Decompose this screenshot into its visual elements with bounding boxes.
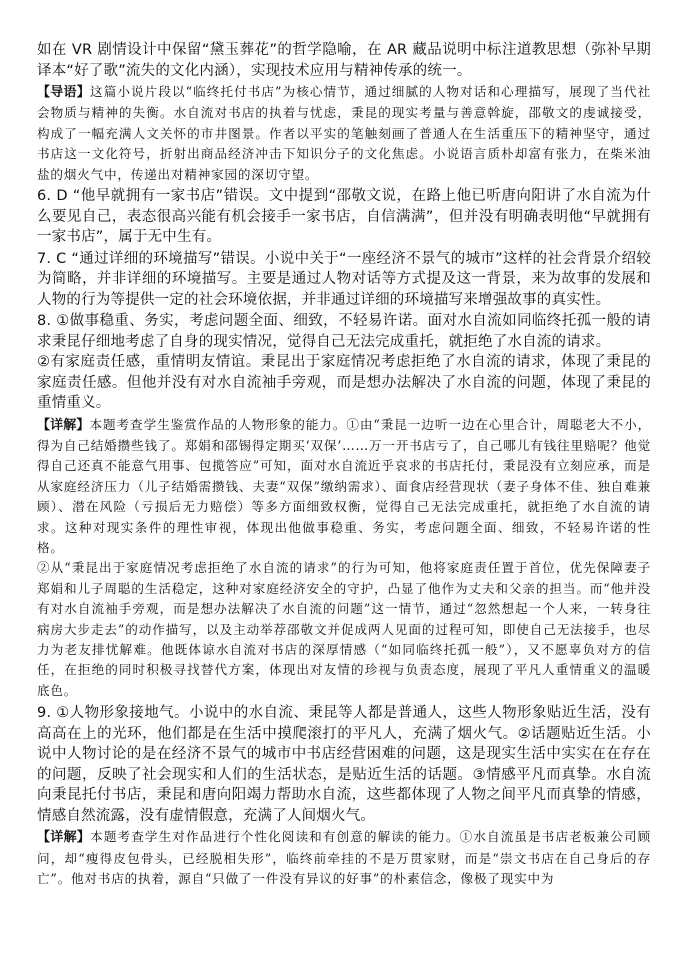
detail-8-text-1: 本题考查学生鉴赏作品的人物形象的能力。①由“秉昆一边听一边在心里合计，周聪老大不小，得为自己结婚攒些钱了。郑娟和邵锡得定期买‘双保’……万一开书店亏了，自己哪儿有钱往里赔呢？他觉得自己还真不能意气用事、包揽答应”可知，面对水自流近乎哀求的书店托付，秉昆没有立刻应承，而是从家庭经济压力（儿子结婚需攒钱、夫妻“双保”缴纳需求）、面食店经营现状（妻子身体不佳、独自难兼顾）、潜在风险（亏损后无力赔偿）等多方面细致权衡，觉得自己无法完成重托，就拒绝了水自流的请求。这种对现实条件的理性审视，体现出他做事稳重、务实，考虑问题全面、细致，不轻易许诺的性格。 [37,416,651,555]
intro-text: 这篇小说片段以“临终托付书店”为核心情节，通过细腻的人物对话和心理描写，展现了当代社会物质与精神的失衡。水自流对书店的执着与忧虑，秉昆的现实考量与善意斡旋，邵敬文的虔诚接受，构成了一幅充满人文关怀的市井图景。作者以平实的笔触刻画了普通人在生活重压下的精神坚守，通过书店这一文化符号，折射出商品经济冲击下知识分子的文化焦虑。小说语言质朴却富有张力，在柴米油盐的烟火气中，传递出对精神家园的深切守望。 [37,84,651,182]
paragraph-p1: 如在 VR 剧情设计中保留“黛玉葬花”的哲学隐喻，在 AR 藏品说明中标注道教思想（弥补早期译本“好了歌”流失的文化内涵），实现技术应用与精神传承的统一。 [37,42,651,79]
detail-8-paragraph-1 [37,415,651,559]
answer-9: 9. ①人物形象接地气。小说中的水自流、秉昆等人都是普通人，这些人物形象贴近生活，没有高高在上的光环，他们都是在生活中摸爬滚打的平凡人，充满了烟火气。②话题贴近生活。小说中人物讨论的是在经济不景气的城市中书店经营困难的问题，这是现实生活中实实在在存在的问题，反映了社会现实和人们的生活状态，是贴近生活的话题。③情感平凡而真挚。水自流向秉昆托付书店，秉昆和唐向阳竭力帮助水自流，这些都体现了人物之间平凡而真挚的情感，情感自然流露，没有虚情假意，充满了人间烟火气。 [37,705,651,824]
detail-9-text: 本题考查学生对作品进行个性化阅读和有创意的解读的能力。①水自流虽是书店老板兼公司顾问，却“瘦得皮包骨头，已经脱相失形”，临终前牵挂的不是万贯家财，而是“崇文书店在自己身后的存亡”。他对书店的执着，源自“只做了一件没有异议的好事”的朴素信念，像极了现实中为 [37,829,651,887]
detail-9-paragraph [37,827,651,889]
detail-8-paragraph-2: ②从“秉昆出于家庭情况考虑拒绝了水自流的请求”的行为可知，他将家庭责任置于首位，优先保障妻子郑娟和儿子周聪的生活稳定，这种对家庭经济安全的守护，凸显了他作为丈夫和父亲的担当。而“他并没有对水自流袖手旁观，而是想办法解决了水自流的问题”这一情节，通过“忽然想起一个人来，一转身往病房大步走去”的动作描写，以及主动举荐邵敬文并促成两人见面的过程可知，即使自己无法接手，也尽力为老友排忧解难。他既体谅水自流对书店的深厚情感（“如同临终托孤一般”），又不愿辜负对方的信任，在拒绝的同时积极寻找替代方案，体现出对友情的珍视与负责态度，展现了平凡人重情重义的温暖底色。 [37,560,651,698]
answer-8-point-1: 8. ①做事稳重、务实，考虑问题全面、细致，不轻易许诺。面对水自流如同临终托孤一般的请求秉昆仔细地考虑了自身的现实情况，觉得自己无法完成重托，就拒绝了水自流的请求。 [37,313,651,350]
answer-6: 6. D “他早就拥有一家书店”错误。文中提到“邵敬文说，在路上他已听唐向阳讲了水自流为什么要见自己，表态很高兴能有机会接手一家书店，自信满满”，但并没有明确表明他“早就拥有一家书店”，属于无中生有。 [37,188,651,246]
answer-8-point-2: ②有家庭责任感，重情明友情谊。秉昆出于家庭情况考虑拒绝了水自流的请求，体现了秉昆的家庭责任感。但他并没有对水自流袖手旁观，而是想办法解决了水自流的问题，体现了秉昆的重情重义。 [37,354,651,412]
intro-paragraph [37,82,651,185]
detail-tag: 【详解】 [37,417,90,433]
answer-7: 7. C “通过详细的环境描写”错误。小说中关于“一座经济不景气的城市”这样的社会背景介绍较为简略，并非详细的环境描写。主要是通过人物对话等方式提及这一背景，来为故事的发展和人物的行为等提供一定的社会环境依据，并非通过详细的环境描写来增强故事的真实性。 [37,250,651,308]
intro-tag: 【导语】 [37,85,91,100]
detail-tag-2: 【详解】 [37,830,91,846]
